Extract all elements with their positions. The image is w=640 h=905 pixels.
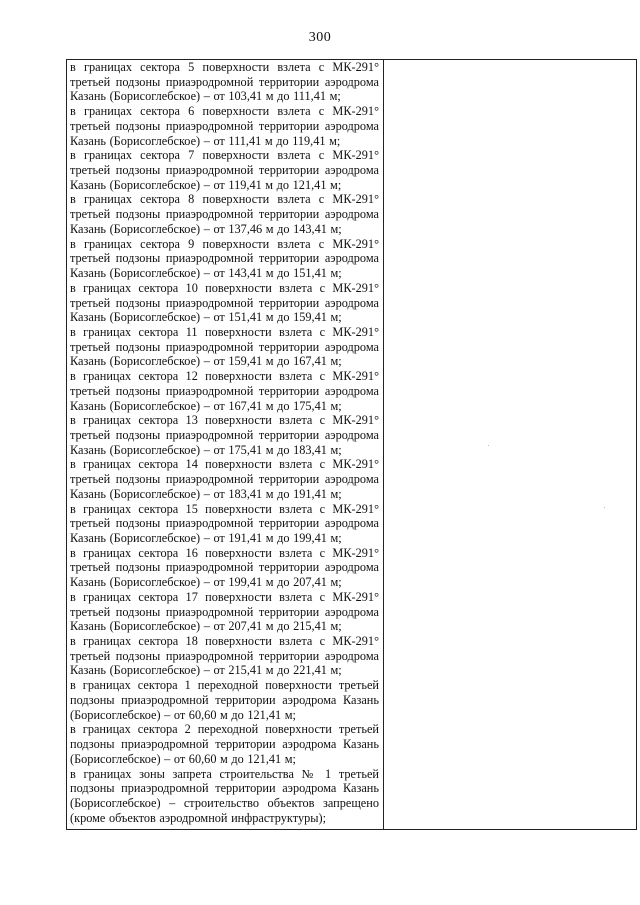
entry-paragraph: в границах сектора 15 поверхности взлета с МК-291° третьей подзоны приаэродромной территории аэродрома Казань (Борисоглебское) – от 191,41 м до 199,41 м; bbox=[70, 501, 379, 545]
entry-paragraph: в границах сектора 17 поверхности взлета с МК-291° третьей подзоны приаэродромной территории аэродрома Казань (Борисоглебское) – от 207,41 м до 215,41 м; bbox=[70, 589, 379, 634]
entry-paragraph: в границах сектора 1 переходной поверхности третьей подзоны приаэродромной территории аэродрома Казань (Борисоглебское) – от 60,60 м до 121,41 м; bbox=[70, 678, 379, 722]
entry-paragraph: в границах сектора 18 поверхности взлета с МК-291° третьей подзоны приаэродромной территории аэродрома Казань (Борисоглебское) – от 215,41 м до 221,41 м; bbox=[70, 634, 379, 678]
document-table bbox=[66, 59, 637, 830]
scan-speck bbox=[488, 445, 489, 446]
entry-paragraph: в границах зоны запрета строительства № 1 третьей подзоны приаэродромной территории аэродрома Казань (Борисоглебское) – строительство объектов запрещено (кроме объектов аэродромной инфраструктуры); bbox=[70, 766, 379, 825]
entry-paragraph: в границах сектора 5 поверхности взлета с МК-291° третьей подзоны приаэродромной территории аэродрома Казань (Борисоглебское) – от 103,41 м до 111,41 м; bbox=[70, 60, 379, 104]
scan-marks bbox=[384, 60, 636, 829]
entry-paragraph: в границах сектора 16 поверхности взлета с МК-291° третьей подзоны приаэродромной территории аэродрома Казань (Борисоглебское) – от 199,41 м до 207,41 м; bbox=[70, 545, 379, 590]
entry-paragraph: в границах сектора 7 поверхности взлета с МК-291° третьей подзоны приаэродромной территории аэродрома Казань (Борисоглебское) – от 119,41 м до 121,41 м; bbox=[70, 148, 379, 192]
entries-list bbox=[67, 60, 383, 825]
entry-paragraph: в границах сектора 14 поверхности взлета с МК-291° третьей подзоны приаэродромной территории аэродрома Казань (Борисоглебское) – от 183,41 м до 191,41 м; bbox=[70, 457, 379, 501]
entry-paragraph: в границах сектора 13 поверхности взлета с МК-291° третьей подзоны приаэродромной территории аэродрома Казань (Борисоглебское) – от 175,41 м до 183,41 м; bbox=[70, 413, 379, 457]
page-number: 300 bbox=[308, 30, 332, 45]
entry-paragraph: в границах сектора 2 переходной поверхности третьей подзоны приаэродромной территории аэродрома Казань (Борисоглебское) – от 60,60 м до 121,41 м; bbox=[70, 722, 379, 766]
scan-speck bbox=[604, 507, 605, 508]
entry-paragraph: в границах сектора 9 поверхности взлета с МК-291° третьей подзоны приаэродромной территории аэродрома Казань (Борисоглебское) – от 143,41 м до 151,41 м; bbox=[70, 236, 379, 281]
table-row bbox=[67, 60, 637, 830]
restrictions-cell bbox=[67, 60, 384, 830]
entry-paragraph: в границах сектора 10 поверхности взлета с МК-291° третьей подзоны приаэродромной территории аэродрома Казань (Борисоглебское) – от 151,41 м до 159,41 м; bbox=[70, 280, 379, 325]
empty-cell bbox=[384, 60, 637, 830]
entry-paragraph: в границах сектора 12 поверхности взлета с МК-291° третьей подзоны приаэродромной территории аэродрома Казань (Борисоглебское) – от 167,41 м до 175,41 м; bbox=[70, 369, 379, 413]
entry-paragraph: в границах сектора 8 поверхности взлета с МК-291° третьей подзоны приаэродромной территории аэродрома Казань (Борисоглебское) – от 137,46 м до 143,41 м; bbox=[70, 192, 379, 236]
entry-paragraph: в границах сектора 6 поверхности взлета с МК-291° третьей подзоны приаэродромной территории аэродрома Казань (Борисоглебское) – от 111,41 м до 119,41 м; bbox=[70, 104, 379, 148]
entry-paragraph: в границах сектора 11 поверхности взлета с МК-291° третьей подзоны приаэродромной территории аэродрома Казань (Борисоглебское) – от 159,41 м до 167,41 м; bbox=[70, 324, 379, 369]
